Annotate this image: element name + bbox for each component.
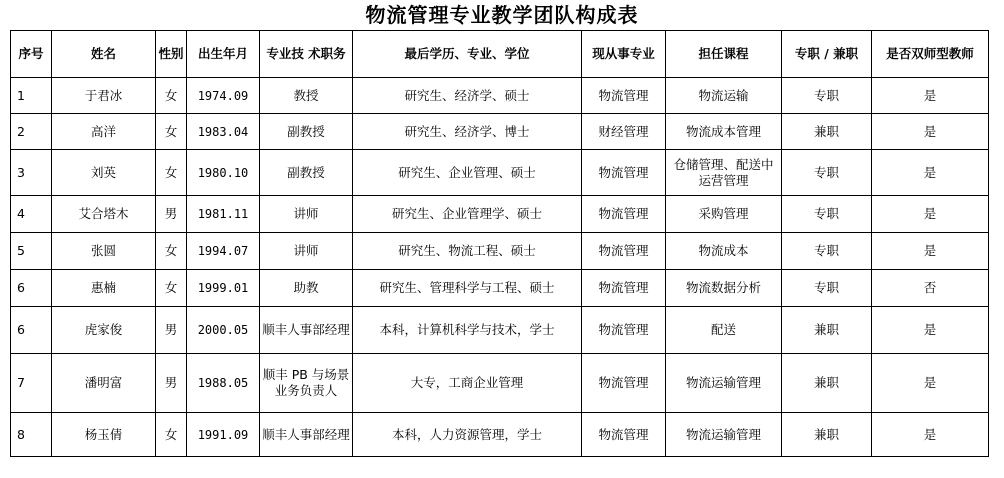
table-header-row bbox=[11, 31, 989, 78]
table-cell: 6 bbox=[11, 307, 52, 354]
table-row bbox=[11, 307, 989, 354]
table-row bbox=[11, 354, 989, 413]
table-row bbox=[11, 196, 989, 233]
table-cell: 男 bbox=[156, 196, 187, 233]
table-cell: 是 bbox=[872, 78, 989, 114]
table-cell: 是 bbox=[872, 196, 989, 233]
table-cell: 是 bbox=[872, 307, 989, 354]
table-cell: 物流成本 bbox=[666, 233, 782, 270]
table-cell: 专职 bbox=[782, 78, 872, 114]
table-cell: 物流成本管理 bbox=[666, 114, 782, 150]
table-cell: 7 bbox=[11, 354, 52, 413]
table-cell: 1991.09 bbox=[187, 413, 260, 457]
table-cell: 副教授 bbox=[260, 150, 353, 196]
table-cell: 女 bbox=[156, 78, 187, 114]
table-cell: 专职 bbox=[782, 150, 872, 196]
page-title: 物流管理专业教学团队构成表 bbox=[365, 3, 639, 27]
table-cell: 2 bbox=[11, 114, 52, 150]
table-cell: 本科，人力资源管理，学士 bbox=[353, 413, 582, 457]
table-cell: 本科，计算机科学与技术，学士 bbox=[353, 307, 582, 354]
table-cell: 惠楠 bbox=[52, 270, 156, 307]
table-row bbox=[11, 413, 989, 457]
table-cell: 1983.04 bbox=[187, 114, 260, 150]
header-cell: 担任课程 bbox=[666, 31, 782, 78]
table-row bbox=[11, 78, 989, 114]
table-cell: 男 bbox=[156, 307, 187, 354]
table-cell: 是 bbox=[872, 354, 989, 413]
table-cell: 刘英 bbox=[52, 150, 156, 196]
table-row bbox=[11, 114, 989, 150]
table-cell: 专职 bbox=[782, 270, 872, 307]
header-cell: 序号 bbox=[11, 31, 52, 78]
table-cell: 虎家俊 bbox=[52, 307, 156, 354]
table-cell: 物流数据分析 bbox=[666, 270, 782, 307]
header-cell: 专业技 术职务 bbox=[260, 31, 353, 78]
table-cell: 研究生、管理科学与工程、硕士 bbox=[353, 270, 582, 307]
table-cell: 采购管理 bbox=[666, 196, 782, 233]
table-cell: 1 bbox=[11, 78, 52, 114]
table-cell: 女 bbox=[156, 413, 187, 457]
header-cell: 专职 / 兼职 bbox=[782, 31, 872, 78]
table-cell: 仓储管理、配送中运营管理 bbox=[666, 150, 782, 196]
table-cell: 研究生、企业管理、硕士 bbox=[353, 150, 582, 196]
table-cell: 物流管理 bbox=[582, 196, 666, 233]
table-cell: 1980.10 bbox=[187, 150, 260, 196]
header-cell: 姓名 bbox=[52, 31, 156, 78]
table-cell: 物流运输管理 bbox=[666, 413, 782, 457]
table-cell: 财经管理 bbox=[582, 114, 666, 150]
table-cell: 物流运输管理 bbox=[666, 354, 782, 413]
table-cell: 1974.09 bbox=[187, 78, 260, 114]
table-cell: 女 bbox=[156, 270, 187, 307]
table-cell: 女 bbox=[156, 233, 187, 270]
table-cell: 物流管理 bbox=[582, 354, 666, 413]
table-cell: 助教 bbox=[260, 270, 353, 307]
table-cell: 是 bbox=[872, 233, 989, 270]
table-cell: 顺丰人事部经理 bbox=[260, 413, 353, 457]
table-cell: 1988.05 bbox=[187, 354, 260, 413]
table-cell: 1994.07 bbox=[187, 233, 260, 270]
table-cell: 物流运输 bbox=[666, 78, 782, 114]
table-cell: 否 bbox=[872, 270, 989, 307]
table-cell: 男 bbox=[156, 354, 187, 413]
table-cell: 女 bbox=[156, 114, 187, 150]
table-cell: 女 bbox=[156, 150, 187, 196]
table-cell: 是 bbox=[872, 413, 989, 457]
header-cell: 出生年月 bbox=[187, 31, 260, 78]
table-cell: 6 bbox=[11, 270, 52, 307]
table-cell: 兼职 bbox=[782, 114, 872, 150]
table-cell: 兼职 bbox=[782, 413, 872, 457]
table-cell: 于君冰 bbox=[52, 78, 156, 114]
table-cell: 5 bbox=[11, 233, 52, 270]
table-cell: 艾合塔木 bbox=[52, 196, 156, 233]
table-cell: 专职 bbox=[782, 196, 872, 233]
header-cell: 现从事专业 bbox=[582, 31, 666, 78]
table-cell: 物流管理 bbox=[582, 413, 666, 457]
table-cell: 讲师 bbox=[260, 233, 353, 270]
table-cell: 2000.05 bbox=[187, 307, 260, 354]
table-row bbox=[11, 150, 989, 196]
table-cell: 1981.11 bbox=[187, 196, 260, 233]
table-cell: 潘明富 bbox=[52, 354, 156, 413]
table-cell: 4 bbox=[11, 196, 52, 233]
table-row bbox=[11, 233, 989, 270]
table-row bbox=[11, 270, 989, 307]
header-cell: 最后学历、专业、学位 bbox=[353, 31, 582, 78]
team-table bbox=[10, 30, 989, 457]
table-cell: 物流管理 bbox=[582, 150, 666, 196]
header-cell: 性别 bbox=[156, 31, 187, 78]
table-cell: 8 bbox=[11, 413, 52, 457]
table-cell: 杨玉倩 bbox=[52, 413, 156, 457]
table-cell: 3 bbox=[11, 150, 52, 196]
table-cell: 物流管理 bbox=[582, 270, 666, 307]
table-cell: 高洋 bbox=[52, 114, 156, 150]
table-cell: 物流管理 bbox=[582, 78, 666, 114]
table-cell: 研究生、经济学、博士 bbox=[353, 114, 582, 150]
table-cell: 顺丰 PB 与场景业务负责人 bbox=[260, 354, 353, 413]
table-cell: 研究生、物流工程、硕士 bbox=[353, 233, 582, 270]
table-cell: 配送 bbox=[666, 307, 782, 354]
table-cell: 张圆 bbox=[52, 233, 156, 270]
table-cell: 副教授 bbox=[260, 114, 353, 150]
table-cell: 物流管理 bbox=[582, 307, 666, 354]
table-cell: 是 bbox=[872, 114, 989, 150]
table-cell: 物流管理 bbox=[582, 233, 666, 270]
table-cell: 讲师 bbox=[260, 196, 353, 233]
table-cell: 专职 bbox=[782, 233, 872, 270]
table-cell: 1999.01 bbox=[187, 270, 260, 307]
table-cell: 研究生、企业管理学、硕士 bbox=[353, 196, 582, 233]
table-cell: 兼职 bbox=[782, 354, 872, 413]
table-cell: 大专，工商企业管理 bbox=[353, 354, 582, 413]
table-cell: 顺丰人事部经理 bbox=[260, 307, 353, 354]
table-cell: 是 bbox=[872, 150, 989, 196]
table-cell: 研究生、经济学、硕士 bbox=[353, 78, 582, 114]
header-cell: 是否双师型教师 bbox=[872, 31, 989, 78]
table-cell: 教授 bbox=[260, 78, 353, 114]
table-cell: 兼职 bbox=[782, 307, 872, 354]
